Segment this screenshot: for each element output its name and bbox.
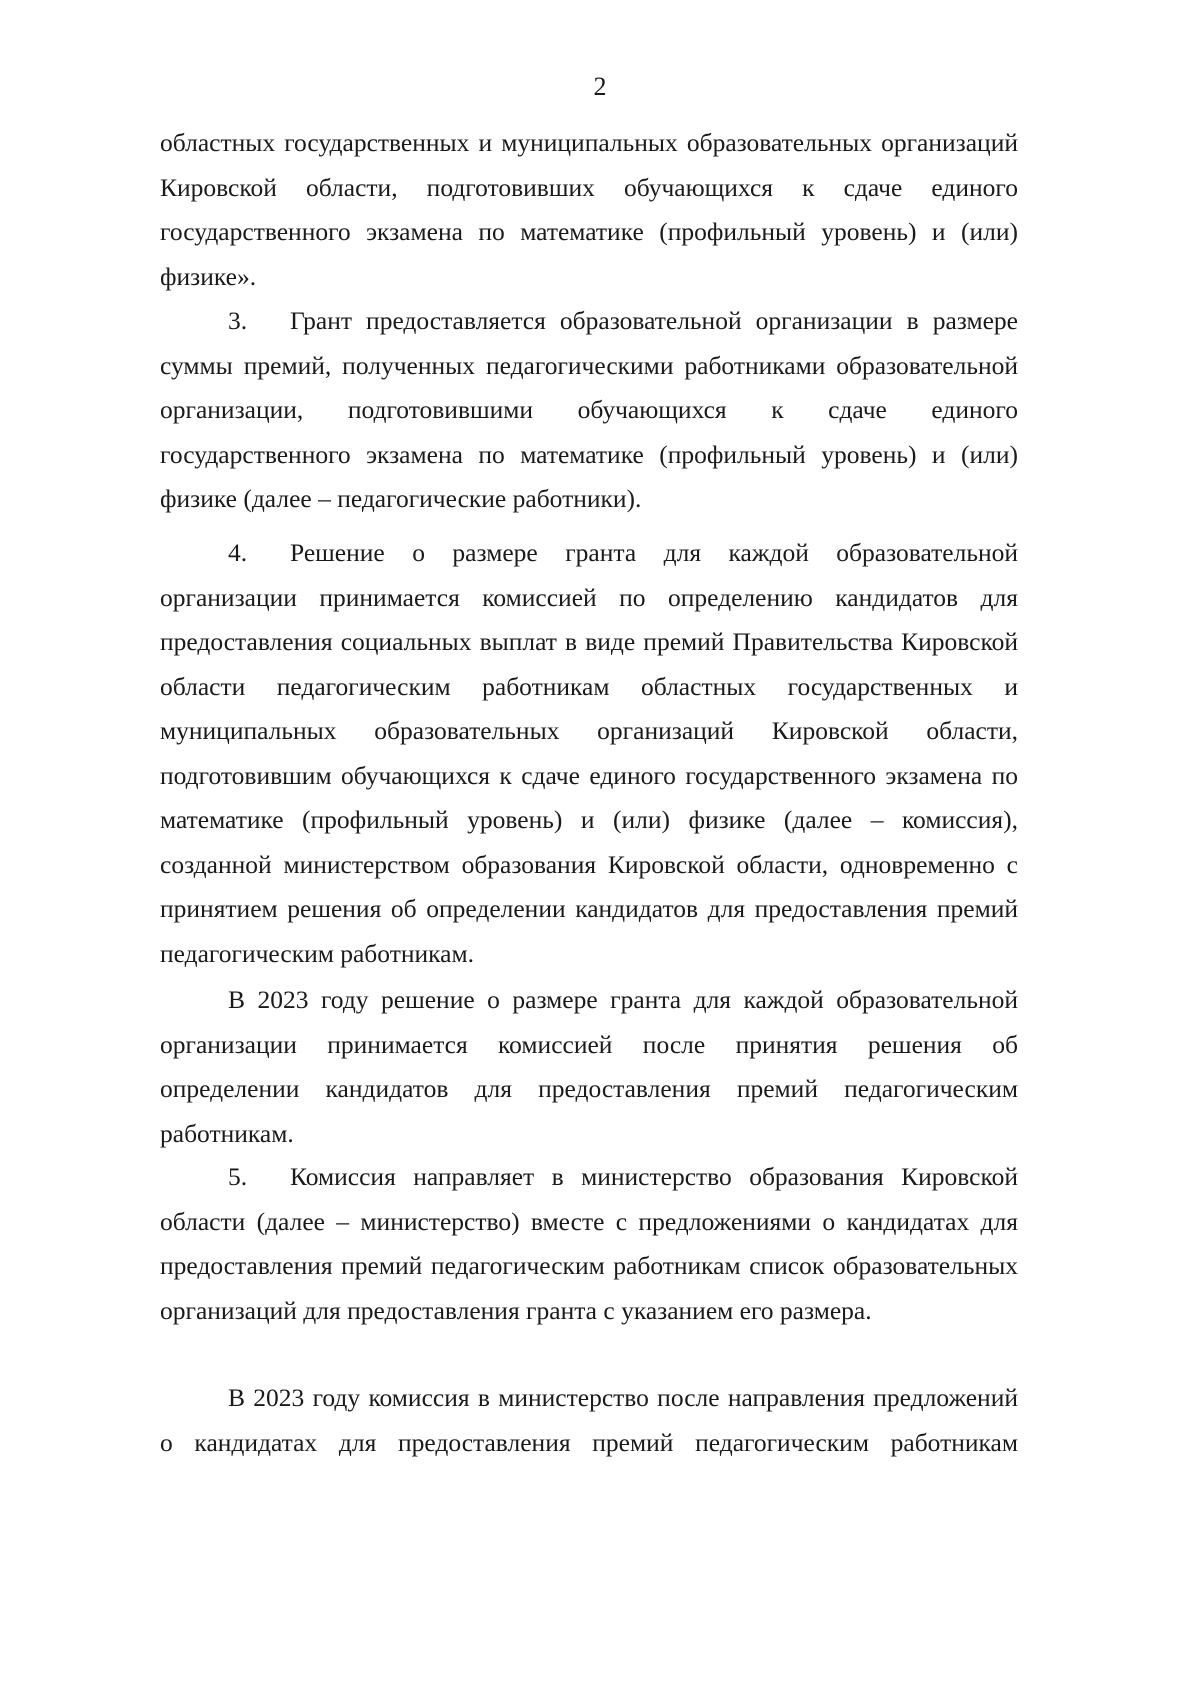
paragraph-text: Комиссия направляет в министерство образования Кировской области (далее – министерство) вместе с предложениями о кандидатах для предоставления премий педагогическим работникам список образовательных организаций для предоставления гранта с указанием его размера. bbox=[160, 1162, 1018, 1325]
paragraph-number: 5. bbox=[228, 1162, 248, 1191]
paragraph-text: Решение о размере гранта для каждой образовательной организации принимается комиссией по определению кандидатов для предоставления социальных выплат в виде премий Правительства Кировской области педагогическим работникам областных государственных и муниципальных образовательных организаций Кировской области, подготовившим обучающихся к сдаче единого государственного экзамена по математике (профильный уровень) и (или) физике (далее – комиссия), созданной министерством образования Кировской области, одновременно с принятием решения об определении кандидатов для предоставления премий педагогическим работникам. bbox=[160, 538, 1018, 968]
paragraph-item-3 bbox=[160, 299, 1018, 522]
page-number: 2 bbox=[593, 72, 607, 101]
paragraph-text: областных государственных и муниципальных образовательных организаций Кировской области, подготовивших обучающихся к сдаче единого государственного экзамена по математике (профильный уровень) и (или) физике». bbox=[160, 128, 1018, 291]
paragraph-number: 3. bbox=[228, 306, 248, 335]
paragraph-text: Грант предоставляется образовательной организации в размере суммы премий, полученных педагогическими работниками образовательной организации, подготовившими обучающихся к сдаче единого государственного экзамена по математике (профильный уровень) и (или) физике (далее – педагогические работники). bbox=[160, 306, 1018, 513]
paragraph-item-5 bbox=[160, 1155, 1018, 1333]
paragraph-2023-decision bbox=[160, 978, 1018, 1156]
paragraph-item-4 bbox=[160, 531, 1018, 976]
paragraph-continuation bbox=[160, 121, 1018, 299]
paragraph-number: 4. bbox=[228, 538, 248, 567]
paragraph-text: В 2023 году комиссия в министерство после направления предложений о кандидатах для предоставления премий педагогическим работникам bbox=[160, 1383, 1018, 1457]
paragraph-2023-commission bbox=[160, 1376, 1018, 1465]
paragraph-text: В 2023 году решение о размере гранта для каждой образовательной организации принимается комиссией после принятия решения об определении кандидатов для предоставления премий педагогическим работникам. bbox=[160, 985, 1018, 1148]
